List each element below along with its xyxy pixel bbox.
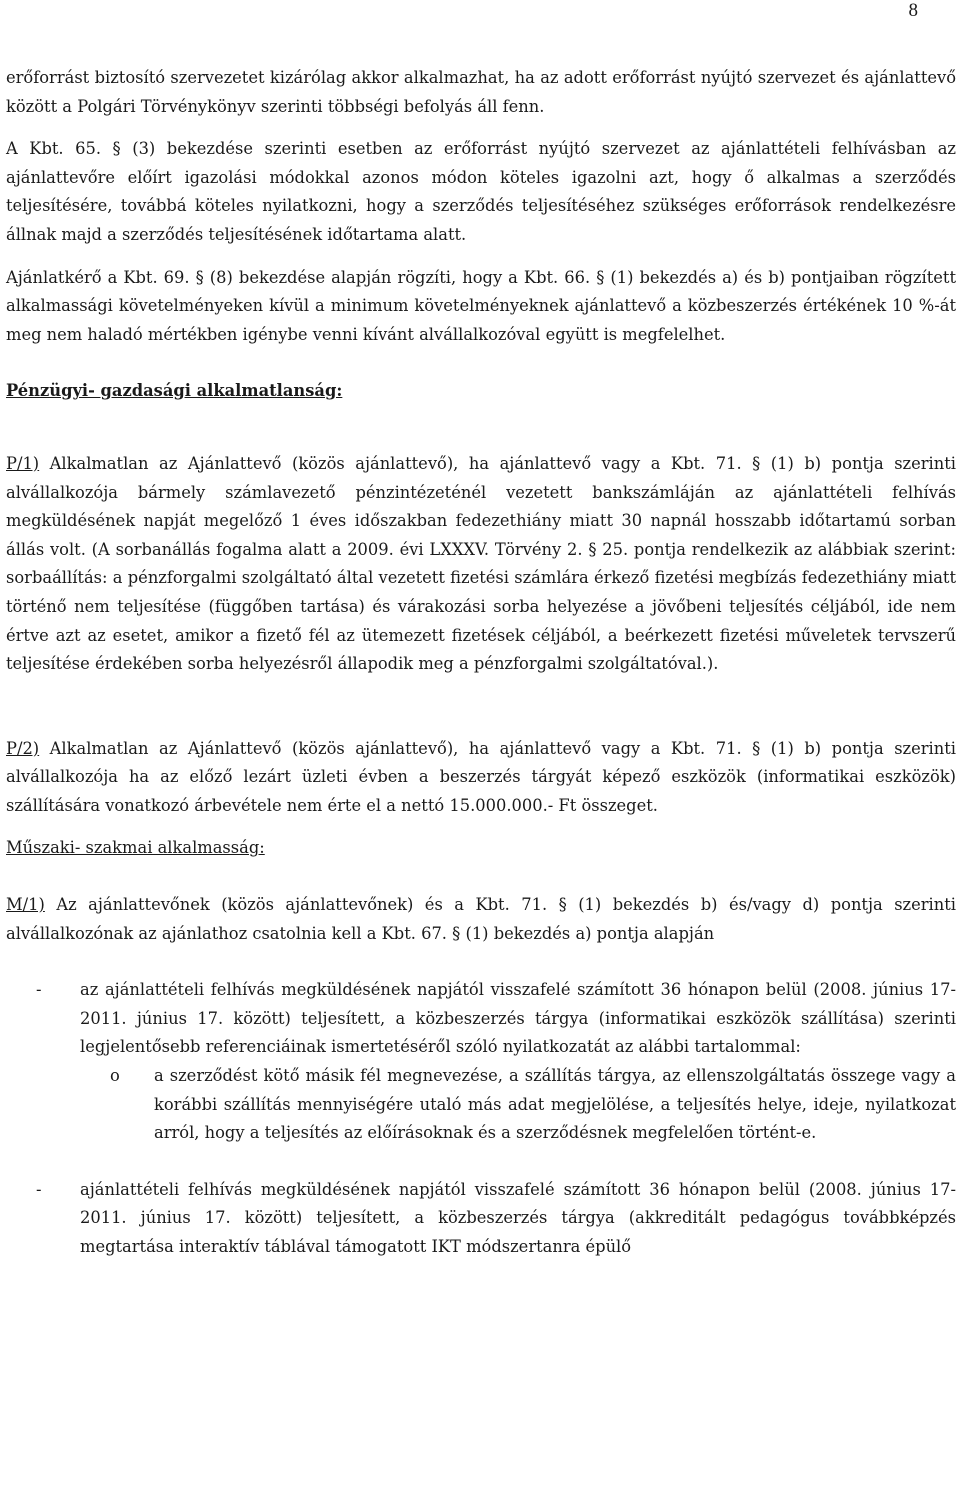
criterion-p1 bbox=[6, 450, 956, 679]
heading-technical-suitability: Műszaki- szakmai alkalmasság: bbox=[6, 838, 265, 858]
paragraph-kbt-65: A Kbt. 65. § (3) bekezdése szerinti esetben az erőforrást nyújtó szervezet az ajánlattételi felhívásban az ajánlattevőre előírt igazolási módokkal azonos módon köteles igazolni azt, hogy ő alkalmas a szerződés teljesítésére, továbbá köteles nyilatkozni, hogy a szerződés teljesítéséhez szükséges erőforrások rendelkezésre állnak majd a szerződés teljesítésének időtartama alatt. bbox=[6, 139, 956, 244]
criterion-m1-text: Az ajánlattevőnek (közös ajánlattevőnek) és a Kbt. 71. § (1) bekezdés b) és/vagy d) pontja szerinti alvállalkozónak az ajánlathoz csatolnia kell a Kbt. 67. § (1) bekezdés a) pontja alapján bbox=[6, 895, 956, 943]
list-item bbox=[6, 976, 956, 1062]
criterion-p2 bbox=[6, 735, 956, 821]
heading-financial-unsuitability: Pénzügyi- gazdasági alkalmatlanság: bbox=[6, 381, 343, 401]
list-item-text: ajánlattételi felhívás megküldésének napjától visszafelé számított 36 hónapon belül (2008. június 17- 2011. június 17. között) teljesített, a közbeszerzés tárgya (akkreditált pedagógus továbbképzés megtartása interaktív táblával támogatott IKT módszertanra épülő bbox=[80, 1179, 956, 1256]
criterion-p2-text: Alkalmatlan az Ajánlattevő (közös ajánlattevő), ha ajánlattevő vagy a Kbt. 71. § (1) b) pontja szerinti alvállalkozója ha az előző lezárt üzleti évben a beszerzés tárgyát képező eszközök (informatikai eszközök) szállítására vonatkozó árbevétele nem érte el a nettó 15.000.000.- Ft összeget. bbox=[6, 738, 956, 815]
criterion-p2-label: P/2) bbox=[6, 738, 40, 758]
list-dash: - bbox=[36, 1179, 42, 1199]
criterion-p1-label: P/1) bbox=[6, 453, 40, 473]
sub-list-mark: o bbox=[110, 1066, 120, 1086]
sub-list-item bbox=[80, 1062, 956, 1148]
list-item-text: az ajánlattételi felhívás megküldésének napjától visszafelé számított 36 hónapon belül (2008. június 17- 2011. június 17. között) teljesített, a közbeszerzés tárgya (informatikai eszközök szállítása) szerinti legjelentősebb referenciáinak ismertetéséről szóló nyilatkozatát az alábbi tartalommal: bbox=[80, 980, 956, 1057]
criterion-m1-label: M/1) bbox=[6, 895, 45, 915]
document-body bbox=[6, 64, 956, 1262]
sub-list-item-text: a szerződést kötő másik fél megnevezése, a szállítás tárgya, az ellenszolgáltatás összege vagy a korábbi szállítás mennyiségére utaló más adat megjelölése, a teljesítés helye, ideje, nyilatkozat arról, hogy a teljesítés az előírásoknak és a szerződésnek megfelelően történt-e. bbox=[154, 1066, 956, 1143]
list-dash: - bbox=[36, 980, 42, 1000]
paragraph-kbt-69: Ajánlatkérő a Kbt. 69. § (8) bekezdése alapján rögzíti, hogy a Kbt. 66. § (1) bekezdés a) és b) pontjaiban rögzített alkalmassági követelményeken kívül a minimum követelményeknek ajánlattevő a közbeszerzés értékének 10 %-át meg nem haladó mértékben igénybe venni kívánt alvállalkozóval együtt is megfelelhet. bbox=[6, 267, 956, 344]
page-number: 8 bbox=[908, 0, 918, 21]
paragraph-resource-provider: erőforrást biztosító szervezetet kizárólag akkor alkalmazhat, ha az adott erőforrást nyújtó szervezet és ajánlattevő között a Polgári Törvénykönyv szerinti többségi befolyás áll fenn. bbox=[6, 68, 956, 116]
list-item bbox=[6, 1176, 956, 1262]
criterion-m1 bbox=[6, 891, 956, 948]
criterion-p1-text: Alkalmatlan az Ajánlattevő (közös ajánlattevő), ha ajánlattevő vagy a Kbt. 71. § (1) b) pontja szerinti alvállalkozója bármely számlavezető pénzintézeténél vezetett bankszámláján az ajánlattételi felhívás megküldésének napját megelőző 1 éves időszakban fedezethiány miatt 30 napnál hosszabb időtartamú sorban állás volt. (A sorbanállás fogalma alatt a 2009. évi LXXXV. Törvény 2. § 25. pontja rendelkezik az alábbiak szerint: sorbaállítás: a pénzforgalmi szolgáltató által vezetett fizetési számlára érkező fizetési megbízás fedezethiány miatt történő nem teljesítése (függőben tartása) és várakozási sorba helyezése a jövőbeni teljesítés céljából, ide nem értve azt az esetet, amikor a fizető fél az ütemezett fizetések céljából, a beérkezett fizetési műveletek tervszerű teljesítése érdekében sorba helyezésről állapodik meg a pénzforgalmi szolgáltatóval.). bbox=[6, 453, 956, 674]
